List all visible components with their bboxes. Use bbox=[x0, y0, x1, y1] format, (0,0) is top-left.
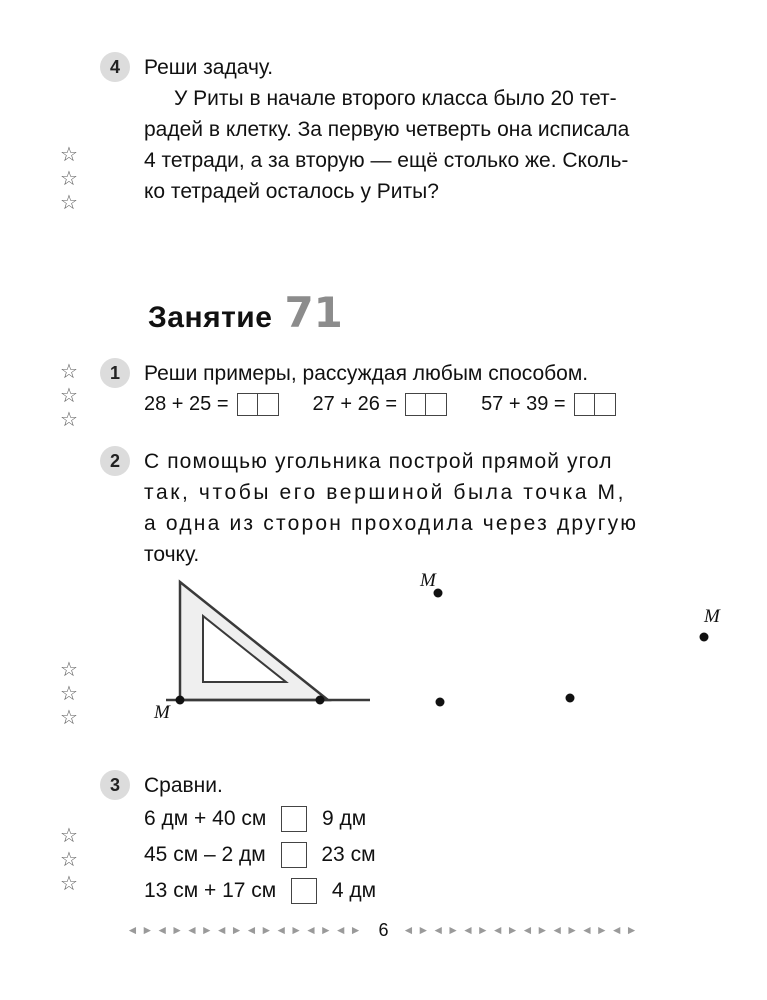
answer-cell[interactable] bbox=[426, 393, 447, 416]
point-label-m-top: M bbox=[420, 570, 436, 591]
comparison-left: 6 дм + 40 см bbox=[144, 807, 267, 830]
exercise-2 bbox=[100, 446, 739, 570]
exercise-3-title: Сравни. bbox=[144, 774, 223, 797]
star-rating-exercise-3[interactable] bbox=[60, 826, 78, 894]
comparison-right: 23 см bbox=[321, 843, 376, 866]
star-icon[interactable]: ☆ bbox=[60, 409, 78, 431]
exercise-3-body bbox=[144, 770, 376, 909]
star-icon[interactable]: ☆ bbox=[60, 385, 78, 407]
comparison-answer-box[interactable] bbox=[281, 842, 307, 868]
star-icon[interactable]: ☆ bbox=[60, 361, 78, 383]
comparison-row bbox=[144, 873, 376, 909]
lesson-heading-number: 71 bbox=[284, 288, 343, 337]
exercise-4 bbox=[100, 52, 629, 207]
point-label-m-right: M bbox=[704, 606, 720, 627]
comparison-left: 13 см + 17 см bbox=[144, 879, 277, 902]
exercise-2-line-1: С помощью угольника построй прямой угол bbox=[144, 450, 613, 473]
exercise-2-body bbox=[144, 446, 739, 570]
answer-cell[interactable] bbox=[405, 393, 426, 416]
answer-box[interactable] bbox=[405, 393, 447, 416]
page-footer bbox=[0, 915, 767, 945]
star-icon[interactable]: ☆ bbox=[60, 192, 78, 214]
comparison-right: 9 дм bbox=[321, 807, 367, 830]
triangle-ruler-diagram bbox=[148, 560, 748, 740]
exercise-number-badge: 2 bbox=[100, 446, 130, 476]
exercise-2-line-3: а одна из сторон проходила через другую bbox=[144, 512, 639, 535]
geometry-figure bbox=[148, 560, 748, 740]
exercise-1-equations bbox=[144, 393, 616, 416]
equation-item bbox=[313, 393, 448, 416]
star-icon[interactable]: ☆ bbox=[60, 683, 78, 705]
comparison-right: 4 дм bbox=[331, 879, 377, 902]
star-icon[interactable]: ☆ bbox=[60, 825, 78, 847]
exercise-1-title: Реши примеры, рассуждая любым способом. bbox=[144, 362, 589, 385]
star-rating-exercise-2[interactable] bbox=[60, 660, 78, 728]
equation-item bbox=[144, 393, 279, 416]
exercise-number-badge: 1 bbox=[100, 358, 130, 388]
answer-cell[interactable] bbox=[574, 393, 595, 416]
star-icon[interactable]: ☆ bbox=[60, 144, 78, 166]
star-rating-exercise-1[interactable] bbox=[60, 362, 78, 430]
comparison-row bbox=[144, 837, 376, 873]
exercise-number-badge: 4 bbox=[100, 52, 130, 82]
footer-decoration-right: ◄►◄►◄►◄►◄►◄►◄►◄► bbox=[402, 923, 641, 937]
answer-box[interactable] bbox=[237, 393, 279, 416]
answer-cell[interactable] bbox=[595, 393, 616, 416]
equation-expression: 28 + 25 = bbox=[144, 393, 229, 415]
comparison-answer-box[interactable] bbox=[291, 878, 317, 904]
point-label-m-vertex: M bbox=[154, 702, 170, 723]
exercise-4-line-1: У Риты в начале второго класса было 20 тет- bbox=[174, 87, 617, 110]
answer-cell[interactable] bbox=[258, 393, 279, 416]
star-icon[interactable]: ☆ bbox=[60, 873, 78, 895]
equation-expression: 57 + 39 = bbox=[481, 393, 566, 415]
exercise-4-title: Реши задачу. bbox=[144, 56, 274, 79]
star-icon[interactable]: ☆ bbox=[60, 659, 78, 681]
star-icon[interactable]: ☆ bbox=[60, 168, 78, 190]
exercise-1-body bbox=[144, 358, 616, 416]
comparison-row bbox=[144, 801, 376, 837]
exercise-2-line-4: точку. bbox=[144, 543, 200, 566]
comparison-left: 45 см – 2 дм bbox=[144, 843, 266, 866]
equation-expression: 27 + 26 = bbox=[312, 393, 398, 415]
page-number: 6 bbox=[378, 919, 389, 940]
exercise-4-body bbox=[144, 52, 629, 207]
exercise-1 bbox=[100, 358, 616, 416]
exercise-number-badge: 3 bbox=[100, 770, 130, 800]
answer-cell[interactable] bbox=[237, 393, 258, 416]
equation-item bbox=[481, 393, 616, 416]
star-icon[interactable]: ☆ bbox=[60, 849, 78, 871]
exercise-4-line-2: радей в клетку. За первую четверть она исписала bbox=[144, 118, 630, 141]
exercise-4-line-3: 4 тетради, а за вторую — ещё столько же. Сколь- bbox=[144, 149, 629, 172]
answer-box[interactable] bbox=[574, 393, 616, 416]
star-rating-exercise-4[interactable] bbox=[60, 145, 78, 213]
exercise-4-line-4: ко тетрадей осталось у Риты? bbox=[144, 180, 439, 203]
comparison-answer-box[interactable] bbox=[281, 806, 307, 832]
lesson-heading bbox=[148, 288, 343, 337]
footer-decoration-left: ◄►◄►◄►◄►◄►◄►◄►◄► bbox=[126, 923, 365, 937]
star-icon[interactable]: ☆ bbox=[60, 707, 78, 729]
lesson-heading-word: Занятие bbox=[148, 301, 273, 334]
exercise-3 bbox=[100, 770, 376, 909]
exercise-2-line-2: так, чтобы его вершиной была точка M, bbox=[144, 481, 627, 504]
